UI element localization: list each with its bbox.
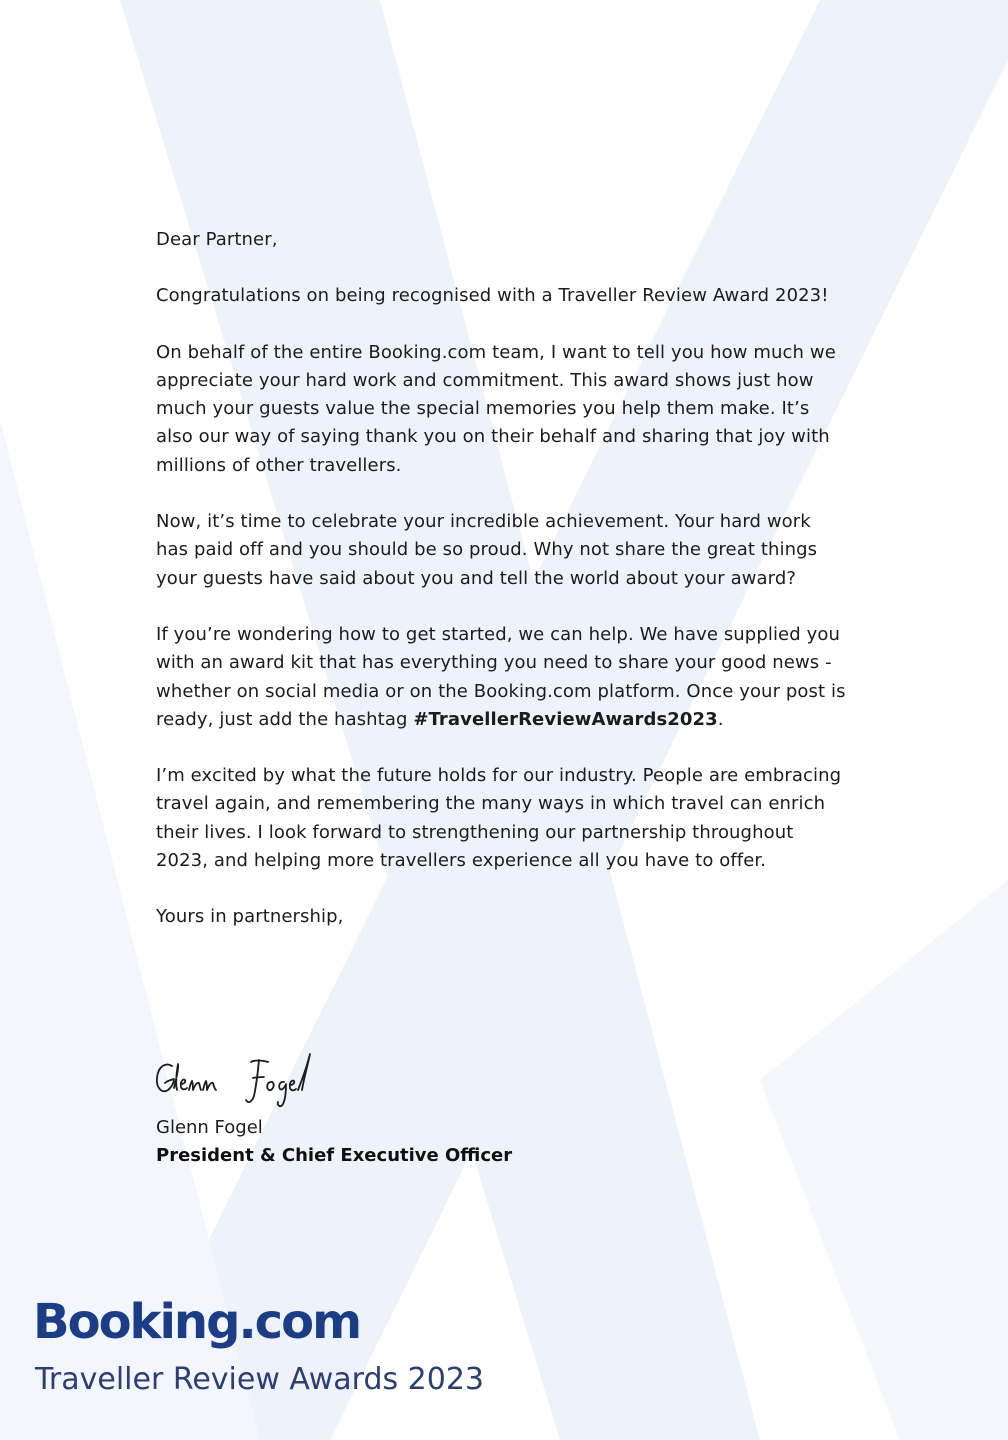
celebrate-paragraph: Now, it’s time to celebrate your incredible achievement. Your hard work has paid off and you should be so proud. Why not share the great things your guests have said about you and tell the world about your award? (156, 511, 818, 589)
signer-title: President & Chief Executive Officer (156, 1145, 513, 1166)
closing: Yours in partnership, (156, 906, 344, 928)
awards-subtitle: Traveller Review Awards 2023 (35, 1362, 485, 1397)
signer-name: Glenn Fogel (156, 1117, 263, 1138)
letter-body (156, 226, 846, 960)
future-paragraph: I’m excited by what the future holds for our industry. People are embracing travel again, and remembering the many ways in which travel can enrich their lives. I look forward to strengthening our partnership throughout 2023, and helping more travellers experience all you have to offer. (156, 765, 842, 872)
handwritten-signature (150, 1046, 340, 1110)
help-paragraph (156, 621, 846, 734)
behalf-paragraph: On behalf of the entire Booking.com team, I want to tell you how much we appreciate your hard work and commitment. This award shows just how much your guests value the special memories you help them make. It’s also our way of saying thank you on their behalf and sharing that joy with millions of other travellers. (156, 341, 836, 476)
booking-logo: Booking.com (33, 1294, 361, 1350)
salutation: Dear Partner, (156, 229, 278, 250)
congratulations-paragraph: Congratulations on being recognised with a Traveller Review Award 2023! (156, 285, 829, 307)
help-paragraph-text: If you’re wondering how to get started, we can help. We have supplied you with an award kit that has everything you need to share your good news - whether on social media or on the Booking.com platform. Once your post is ready, just add the hashtag (156, 623, 846, 730)
background-band-corner (760, 880, 1008, 1440)
hashtag: #TravellerReviewAwards2023 (413, 708, 718, 730)
help-paragraph-end: . (717, 708, 724, 730)
